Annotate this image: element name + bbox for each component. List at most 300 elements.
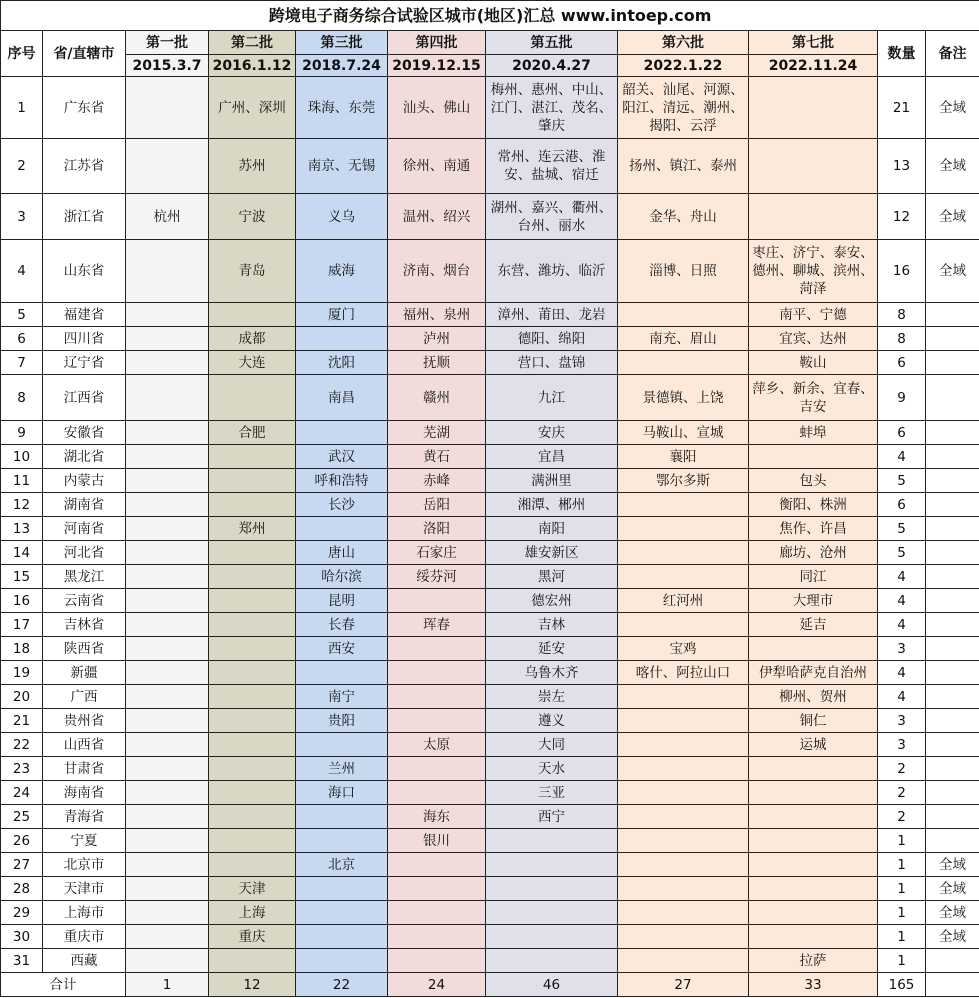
batch-total: 22 (296, 973, 388, 997)
batch-cities (126, 781, 209, 805)
province-name: 重庆市 (43, 925, 126, 949)
row-index: 26 (1, 829, 43, 853)
row-index: 5 (1, 303, 43, 327)
batch-cities: 南昌 (296, 375, 388, 421)
batch-cities (618, 303, 749, 327)
batch-cities (749, 445, 878, 469)
batch-date: 2020.4.27 (486, 55, 618, 77)
batch-cities: 吉林 (486, 613, 618, 637)
batch-cities: 珠海、东莞 (296, 77, 388, 139)
batch-cities (749, 194, 878, 240)
city-count: 4 (878, 685, 926, 709)
table-row (1, 351, 979, 375)
batch-cities: 雄安新区 (486, 541, 618, 565)
province-name: 广东省 (43, 77, 126, 139)
batch-cities: 大同 (486, 733, 618, 757)
batch-cities: 唐山 (296, 541, 388, 565)
table-row (1, 421, 979, 445)
batch-cities: 拉萨 (749, 949, 878, 973)
batch-date: 2022.11.24 (749, 55, 878, 77)
batch-cities: 北京 (296, 853, 388, 877)
province-name: 陕西省 (43, 637, 126, 661)
batch-cities: 常州、连云港、淮安、盐城、宿迁 (486, 139, 618, 194)
batch-cities: 大连 (209, 351, 296, 375)
batch-cities: 厦门 (296, 303, 388, 327)
table-row (1, 445, 979, 469)
batch-cities (126, 925, 209, 949)
batch-cities (209, 781, 296, 805)
batch-cities (486, 901, 618, 925)
batch-cities: 南阳 (486, 517, 618, 541)
batch-cities: 青岛 (209, 240, 296, 303)
batch-cities: 哈尔滨 (296, 565, 388, 589)
total-row (1, 973, 979, 997)
province-name: 新疆 (43, 661, 126, 685)
table-row (1, 139, 979, 194)
table-row (1, 469, 979, 493)
table-row (1, 375, 979, 421)
batch-cities (388, 781, 486, 805)
batch-cities: 昆明 (296, 589, 388, 613)
row-index: 13 (1, 517, 43, 541)
batch-cities: 马鞍山、宣城 (618, 421, 749, 445)
batch-cities (296, 661, 388, 685)
province-name: 黑龙江 (43, 565, 126, 589)
batch-cities (209, 445, 296, 469)
batch-cities: 梅州、惠州、中山、江门、湛江、茂名、肇庆 (486, 77, 618, 139)
note (926, 445, 979, 469)
batch-cities (296, 949, 388, 973)
batch-cities: 喀什、阿拉山口 (618, 661, 749, 685)
city-count: 2 (878, 805, 926, 829)
batch-cities: 徐州、南通 (388, 139, 486, 194)
batch-cities: 南平、宁德 (749, 303, 878, 327)
batch-cities (126, 613, 209, 637)
batch-cities (126, 541, 209, 565)
batch-name: 第五批 (486, 31, 618, 55)
table-row (1, 877, 979, 901)
batch-cities (749, 901, 878, 925)
province-name: 上海市 (43, 901, 126, 925)
city-count: 12 (878, 194, 926, 240)
batch-cities: 兰州 (296, 757, 388, 781)
row-index: 12 (1, 493, 43, 517)
table-row (1, 240, 979, 303)
batch-cities: 蚌埠 (749, 421, 878, 445)
batch-cities (388, 637, 486, 661)
table-row (1, 589, 979, 613)
batch-total: 46 (486, 973, 618, 997)
batch-cities (209, 757, 296, 781)
batch-cities: 合肥 (209, 421, 296, 445)
table-row (1, 781, 979, 805)
batch-cities (209, 565, 296, 589)
batch-cities (209, 637, 296, 661)
batch-name: 第四批 (388, 31, 486, 55)
province-name: 四川省 (43, 327, 126, 351)
batch-cities (618, 517, 749, 541)
batch-cities (388, 853, 486, 877)
batch-cities: 西宁 (486, 805, 618, 829)
table-row (1, 327, 979, 351)
batch-cities: 九江 (486, 375, 618, 421)
city-count: 13 (878, 139, 926, 194)
batch-cities (296, 733, 388, 757)
batch-cities (126, 139, 209, 194)
header-count: 数量 (878, 31, 926, 77)
city-count: 1 (878, 877, 926, 901)
batch-cities (388, 661, 486, 685)
row-index: 1 (1, 77, 43, 139)
header-note: 备注 (926, 31, 979, 77)
row-index: 28 (1, 877, 43, 901)
table-row (1, 949, 979, 973)
batch-cities: 郑州 (209, 517, 296, 541)
batch-cities (618, 781, 749, 805)
table-row (1, 637, 979, 661)
batch-name: 第六批 (618, 31, 749, 55)
batch-cities: 景德镇、上饶 (618, 375, 749, 421)
batch-cities (749, 139, 878, 194)
row-index: 30 (1, 925, 43, 949)
batch-cities: 贵阳 (296, 709, 388, 733)
batch-cities (126, 685, 209, 709)
batch-cities (126, 469, 209, 493)
batch-total: 24 (388, 973, 486, 997)
batch-cities: 武汉 (296, 445, 388, 469)
province-name: 江西省 (43, 375, 126, 421)
batch-cities (209, 303, 296, 327)
batch-cities (296, 925, 388, 949)
city-count: 4 (878, 445, 926, 469)
batch-cities: 三亚 (486, 781, 618, 805)
batch-cities: 铜仁 (749, 709, 878, 733)
batch-date: 2015.3.7 (126, 55, 209, 77)
table-row (1, 661, 979, 685)
batch-cities (388, 877, 486, 901)
province-name: 河北省 (43, 541, 126, 565)
row-index: 31 (1, 949, 43, 973)
batch-cities (388, 685, 486, 709)
table-row (1, 493, 979, 517)
batch-cities: 同江 (749, 565, 878, 589)
note: 全域 (926, 853, 979, 877)
batch-date: 2019.12.15 (388, 55, 486, 77)
city-count: 3 (878, 733, 926, 757)
province-name: 浙江省 (43, 194, 126, 240)
batch-cities (126, 77, 209, 139)
province-name: 江苏省 (43, 139, 126, 194)
batch-cities: 宁波 (209, 194, 296, 240)
batch-cities: 德阳、绵阳 (486, 327, 618, 351)
batch-cities (388, 949, 486, 973)
note (926, 757, 979, 781)
batch-cities: 抚顺 (388, 351, 486, 375)
province-name: 云南省 (43, 589, 126, 613)
batch-name: 第二批 (209, 31, 296, 55)
note: 全域 (926, 877, 979, 901)
batch-cities (388, 589, 486, 613)
batch-cities (296, 829, 388, 853)
batch-cities: 石家庄 (388, 541, 486, 565)
province-name: 贵州省 (43, 709, 126, 733)
row-index: 25 (1, 805, 43, 829)
batch-cities (296, 901, 388, 925)
batch-cities: 苏州 (209, 139, 296, 194)
note (926, 637, 979, 661)
batch-cities: 南宁 (296, 685, 388, 709)
batch-cities (618, 541, 749, 565)
batch-cities (618, 733, 749, 757)
batch-cities (209, 469, 296, 493)
batch-cities: 杭州 (126, 194, 209, 240)
batch-cities: 襄阳 (618, 445, 749, 469)
batch-cities (749, 877, 878, 901)
batch-cities (388, 709, 486, 733)
batch-cities: 济南、烟台 (388, 240, 486, 303)
batch-cities: 黑河 (486, 565, 618, 589)
batch-cities: 淄博、日照 (618, 240, 749, 303)
batch-cities (749, 77, 878, 139)
row-index: 19 (1, 661, 43, 685)
batch-cities: 扬州、镇江、泰州 (618, 139, 749, 194)
batch-cities: 上海 (209, 901, 296, 925)
city-count: 6 (878, 351, 926, 375)
batch-cities: 安庆 (486, 421, 618, 445)
batch-cities (618, 757, 749, 781)
batch-cities: 赤峰 (388, 469, 486, 493)
total-label: 合计 (1, 973, 126, 997)
batch-date: 2016.1.12 (209, 55, 296, 77)
province-name: 内蒙古 (43, 469, 126, 493)
note: 全域 (926, 240, 979, 303)
row-index: 24 (1, 781, 43, 805)
batch-cities: 湘潭、郴州 (486, 493, 618, 517)
batch-cities: 营口、盘锦 (486, 351, 618, 375)
batch-cities (126, 901, 209, 925)
batch-cities (126, 240, 209, 303)
note (926, 421, 979, 445)
city-count: 2 (878, 781, 926, 805)
note (926, 517, 979, 541)
batch-cities: 海口 (296, 781, 388, 805)
batch-cities: 福州、泉州 (388, 303, 486, 327)
row-index: 17 (1, 613, 43, 637)
batch-cities (126, 637, 209, 661)
city-count: 4 (878, 613, 926, 637)
batch-cities: 韶关、汕尾、河源、阳江、清远、潮州、揭阳、云浮 (618, 77, 749, 139)
batch-cities (126, 877, 209, 901)
city-count: 1 (878, 901, 926, 925)
batch-cities: 包头 (749, 469, 878, 493)
grand-total: 165 (878, 973, 926, 997)
note (926, 469, 979, 493)
province-name: 山东省 (43, 240, 126, 303)
table-row (1, 303, 979, 327)
batch-cities (126, 805, 209, 829)
table-row (1, 541, 979, 565)
batch-cities (749, 805, 878, 829)
city-count: 5 (878, 541, 926, 565)
batch-cities (209, 709, 296, 733)
batch-cities: 温州、绍兴 (388, 194, 486, 240)
batch-cities: 崇左 (486, 685, 618, 709)
batch-cities (209, 375, 296, 421)
city-count: 16 (878, 240, 926, 303)
batch-cities (209, 541, 296, 565)
batch-cities: 重庆 (209, 925, 296, 949)
batch-total: 33 (749, 973, 878, 997)
batch-cities: 廊坊、沧州 (749, 541, 878, 565)
batch-cities: 焦作、许昌 (749, 517, 878, 541)
batch-cities (209, 949, 296, 973)
batch-cities (126, 853, 209, 877)
batch-cities: 天津 (209, 877, 296, 901)
table-row (1, 709, 979, 733)
batch-cities (486, 853, 618, 877)
note (926, 565, 979, 589)
batch-cities: 延吉 (749, 613, 878, 637)
batch-cities (388, 901, 486, 925)
batch-cities (126, 327, 209, 351)
batch-date: 2018.7.24 (296, 55, 388, 77)
city-count: 4 (878, 661, 926, 685)
row-index: 15 (1, 565, 43, 589)
batch-cities: 遵义 (486, 709, 618, 733)
batch-cities (296, 421, 388, 445)
row-index: 16 (1, 589, 43, 613)
province-name: 湖南省 (43, 493, 126, 517)
batch-name: 第三批 (296, 31, 388, 55)
note (926, 327, 979, 351)
row-index: 23 (1, 757, 43, 781)
note (926, 685, 979, 709)
row-index: 10 (1, 445, 43, 469)
batch-cities (296, 877, 388, 901)
batch-cities: 德宏州 (486, 589, 618, 613)
table-row (1, 517, 979, 541)
batch-cities: 银川 (388, 829, 486, 853)
batch-cities (126, 517, 209, 541)
batch-cities: 宜昌 (486, 445, 618, 469)
note: 全域 (926, 901, 979, 925)
city-count: 4 (878, 565, 926, 589)
batch-cities: 天水 (486, 757, 618, 781)
batch-cities (749, 829, 878, 853)
province-name: 天津市 (43, 877, 126, 901)
city-count: 5 (878, 517, 926, 541)
batch-cities (126, 709, 209, 733)
batch-cities (749, 925, 878, 949)
note (926, 303, 979, 327)
province-name: 青海省 (43, 805, 126, 829)
batch-cities (296, 517, 388, 541)
batch-cities: 鄂尔多斯 (618, 469, 749, 493)
province-name: 海南省 (43, 781, 126, 805)
batch-cities (209, 589, 296, 613)
table-row (1, 853, 979, 877)
batch-cities (618, 901, 749, 925)
batch-cities: 延安 (486, 637, 618, 661)
province-name: 河南省 (43, 517, 126, 541)
row-index: 22 (1, 733, 43, 757)
batch-cities (749, 637, 878, 661)
table-row (1, 925, 979, 949)
note (926, 829, 979, 853)
row-index: 7 (1, 351, 43, 375)
batch-cities: 柳州、贺州 (749, 685, 878, 709)
batch-cities (486, 925, 618, 949)
batch-cities: 珲春 (388, 613, 486, 637)
city-count: 8 (878, 303, 926, 327)
batch-cities (618, 709, 749, 733)
batch-cities: 芜湖 (388, 421, 486, 445)
batch-cities (126, 421, 209, 445)
batch-cities: 满洲里 (486, 469, 618, 493)
batch-cities (209, 613, 296, 637)
batch-cities: 成都 (209, 327, 296, 351)
batch-cities (126, 565, 209, 589)
batch-cities (749, 757, 878, 781)
batch-cities (209, 661, 296, 685)
batch-cities (126, 829, 209, 853)
batch-cities (126, 493, 209, 517)
batch-cities (618, 853, 749, 877)
batch-cities (126, 375, 209, 421)
batch-cities (618, 613, 749, 637)
batch-cities: 金华、舟山 (618, 194, 749, 240)
note (926, 781, 979, 805)
note (926, 375, 979, 421)
province-name: 吉林省 (43, 613, 126, 637)
row-index: 9 (1, 421, 43, 445)
batch-total: 1 (126, 973, 209, 997)
batch-cities: 伊犁哈萨克自治州 (749, 661, 878, 685)
table-row (1, 194, 979, 240)
batch-cities: 长春 (296, 613, 388, 637)
city-count: 21 (878, 77, 926, 139)
batch-cities: 威海 (296, 240, 388, 303)
batch-cities: 宜宾、达州 (749, 327, 878, 351)
batch-cities (126, 303, 209, 327)
province-name: 甘肃省 (43, 757, 126, 781)
batch-cities: 长沙 (296, 493, 388, 517)
batch-cities (618, 685, 749, 709)
batch-cities: 宝鸡 (618, 637, 749, 661)
city-count: 1 (878, 853, 926, 877)
batch-cities (618, 565, 749, 589)
batch-cities: 枣庄、济宁、泰安、德州、聊城、滨州、菏泽 (749, 240, 878, 303)
batch-cities: 太原 (388, 733, 486, 757)
city-count: 1 (878, 829, 926, 853)
batch-cities: 泸州 (388, 327, 486, 351)
batch-name: 第七批 (749, 31, 878, 55)
province-name: 西藏 (43, 949, 126, 973)
batch-cities (388, 757, 486, 781)
batch-cities (618, 925, 749, 949)
row-index: 6 (1, 327, 43, 351)
batch-cities (618, 877, 749, 901)
batch-cities: 鞍山 (749, 351, 878, 375)
row-index: 18 (1, 637, 43, 661)
batch-cities (209, 805, 296, 829)
city-count: 4 (878, 589, 926, 613)
province-name: 福建省 (43, 303, 126, 327)
table-row (1, 757, 979, 781)
batch-cities: 岳阳 (388, 493, 486, 517)
city-count: 6 (878, 421, 926, 445)
note (926, 589, 979, 613)
